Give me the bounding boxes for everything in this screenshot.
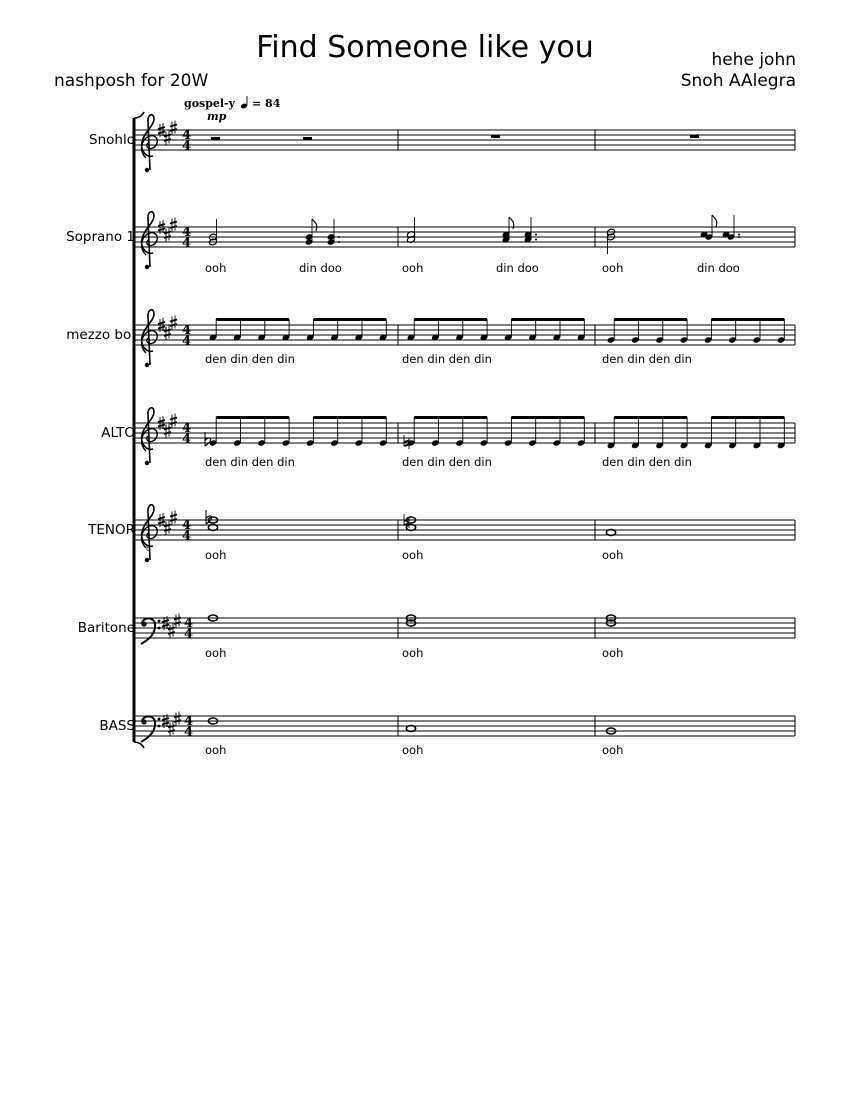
lyric-soprano-m3-b: din doo xyxy=(697,261,740,275)
staff-label-tenor: TENOR xyxy=(88,522,135,538)
lyric-mezzo-m2: den din den din xyxy=(402,352,492,366)
note-beam xyxy=(614,318,687,321)
lyric-tenor-m3: ooh xyxy=(602,548,624,562)
staff-bass xyxy=(135,712,795,743)
lyric-soprano-m1-b: din doo xyxy=(299,261,342,275)
lyric-baritone-m1: ooh xyxy=(205,646,227,660)
staff-label-snohlo: Snohlo xyxy=(89,132,135,148)
note-beam xyxy=(216,416,289,419)
tempo-bpm: = 84 xyxy=(252,97,281,110)
score-notation: 4 4 gospel-y = 84 mp 8 xyxy=(0,0,850,1100)
lyric-baritone-m2: ooh xyxy=(402,646,424,660)
note-beam xyxy=(711,318,784,321)
composer-credit: Snoh AAlegra xyxy=(680,71,796,91)
lyric-soprano-m3-a: ooh xyxy=(602,261,624,275)
note-beam xyxy=(511,416,584,419)
svg-text:8: 8 xyxy=(146,545,151,553)
lyric-alto-m2: den din den din xyxy=(402,455,492,469)
staff-label-alto: ALTO xyxy=(101,425,135,441)
note-beam xyxy=(313,318,386,321)
score-title: Find Someone like you xyxy=(256,30,594,65)
staff-soprano-1 xyxy=(135,212,795,269)
lyric-soprano-m2-b: din doo xyxy=(496,261,539,275)
dynamic-mp: mp xyxy=(207,110,227,123)
staff-label-baritone: Baritone xyxy=(77,620,135,636)
note-beam xyxy=(313,416,386,419)
lyric-alto-m3: den din den din xyxy=(602,455,692,469)
note-beam xyxy=(711,416,784,419)
note-beam xyxy=(414,318,487,321)
staff-baritone xyxy=(135,614,795,645)
arranger-credit: nashposh for 20W xyxy=(54,71,209,91)
lyric-mezzo-m1: den din den din xyxy=(205,352,295,366)
lyric-baritone-m3: ooh xyxy=(602,646,624,660)
lyric-bass-m2: ooh xyxy=(402,743,424,757)
note-beam xyxy=(414,416,487,419)
staff-mezzo-boi xyxy=(135,310,795,367)
lyric-tenor-m2: ooh xyxy=(402,548,424,562)
staff-label-mezzo-boi: mezzo boi xyxy=(66,327,135,343)
lyric-tenor-m1: ooh xyxy=(205,548,227,562)
lyric-bass-m3: ooh xyxy=(602,743,624,757)
staff-snohlo xyxy=(135,115,795,172)
note-beam xyxy=(511,318,584,321)
lyric-mezzo-m3: den din den din xyxy=(602,352,692,366)
staff-label-soprano-1: Soprano 1 xyxy=(66,229,135,245)
lyric-soprano-m1-a: ooh xyxy=(205,261,227,275)
note-beam xyxy=(614,416,687,419)
quarter-note-icon xyxy=(240,96,248,109)
note-beam xyxy=(216,318,289,321)
lyricist-credit: hehe john xyxy=(711,50,796,70)
lyric-soprano-m2-a: ooh xyxy=(402,261,424,275)
staff-label-bass: BASS xyxy=(99,718,135,734)
lyric-bass-m1: ooh xyxy=(205,743,227,757)
staff-tenor xyxy=(135,505,795,562)
lyric-alto-m1: den din den din xyxy=(205,455,295,469)
staff-alto xyxy=(135,408,795,465)
tempo-marking: gospel-y xyxy=(184,97,236,110)
